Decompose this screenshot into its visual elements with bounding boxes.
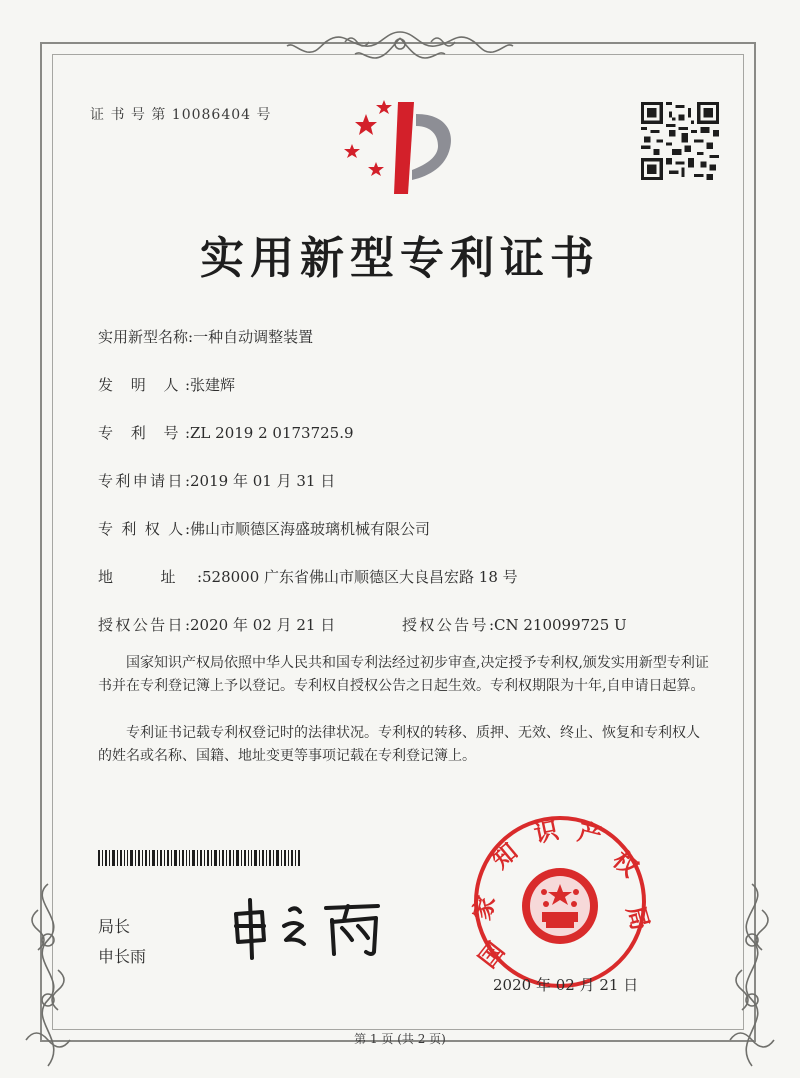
certificate-number: 证 书 号 第 10086404 号 <box>90 107 272 123</box>
field-grant-date <box>98 614 335 635</box>
field-address <box>98 566 518 587</box>
field-inventor <box>98 374 235 395</box>
svg-text:家: 家 <box>466 892 501 924</box>
director-signature <box>228 896 408 960</box>
field-label: 发 明 人: <box>98 376 190 394</box>
svg-text:产: 产 <box>574 816 606 851</box>
director-title: 局长 <box>98 917 131 936</box>
field-value: 528000 广东省佛山市顺德区大良昌宏路 18 号 <box>202 568 518 586</box>
field-label: 专 利 权 人: <box>98 520 190 538</box>
field-value: 2020 年 02 月 21 日 <box>190 616 336 634</box>
field-value: 2019 年 01 月 31 日 <box>190 472 336 490</box>
field-value: 佛山市顺德区海盛玻璃机械有限公司 <box>190 520 431 538</box>
seal-date: 2020 年 02 月 21 日 <box>493 976 639 994</box>
field-value: ZL 2019 2 0173725.9 <box>190 424 354 442</box>
svg-text:识: 识 <box>531 815 561 849</box>
svg-text:国: 国 <box>472 936 511 974</box>
body-paragraph: 专利证书记载专利权登记时的法律状况。专利权的转移、质押、无效、终止、恢复和专利权人的姓名或名称、国籍、地址变更等事项记载在专利登记簿上。 <box>98 725 700 764</box>
top-ornament <box>285 28 515 64</box>
field-label: 实用新型名称: <box>98 328 194 346</box>
field-label: 授权公告日: <box>98 616 190 634</box>
field-label: 地 址: <box>98 568 202 586</box>
qr-code-icon <box>641 102 719 180</box>
field-value: 张建辉 <box>190 376 236 394</box>
field-label: 专利申请日: <box>98 472 190 490</box>
barcode-icon <box>98 850 300 866</box>
official-seal-icon <box>466 812 656 992</box>
field-value: 一种自动调整装置 <box>193 328 314 346</box>
svg-text:知: 知 <box>486 836 524 875</box>
svg-text:权: 权 <box>607 844 645 883</box>
field-label: 专 利 号: <box>98 424 190 442</box>
field-utility-model-name <box>98 326 313 347</box>
field-value: CN 210099725 U <box>494 616 627 634</box>
field-patentee <box>98 518 430 539</box>
field-label: 授权公告号: <box>402 616 494 634</box>
body-paragraph: 国家知识产权局依照中华人民共和国专利法经过初步审查,决定授予专利权,颁发实用新型专利证书并在专利登记簿上予以登记。专利权自授权公告之日起生效。专利权期限为十年,自申请日起算。 <box>98 655 709 694</box>
certificate-title: 实用新型专利证书 <box>200 233 600 284</box>
field-patent-number <box>98 422 354 443</box>
cnipa-logo-icon <box>342 92 462 198</box>
field-grant-number <box>402 614 627 635</box>
page-number: 第 1 页 (共 2 页) <box>354 1032 446 1046</box>
national-emblem-icon <box>522 868 598 944</box>
field-filing-date <box>98 470 335 491</box>
director-name: 申长雨 <box>98 947 147 966</box>
svg-text:局: 局 <box>620 902 656 934</box>
